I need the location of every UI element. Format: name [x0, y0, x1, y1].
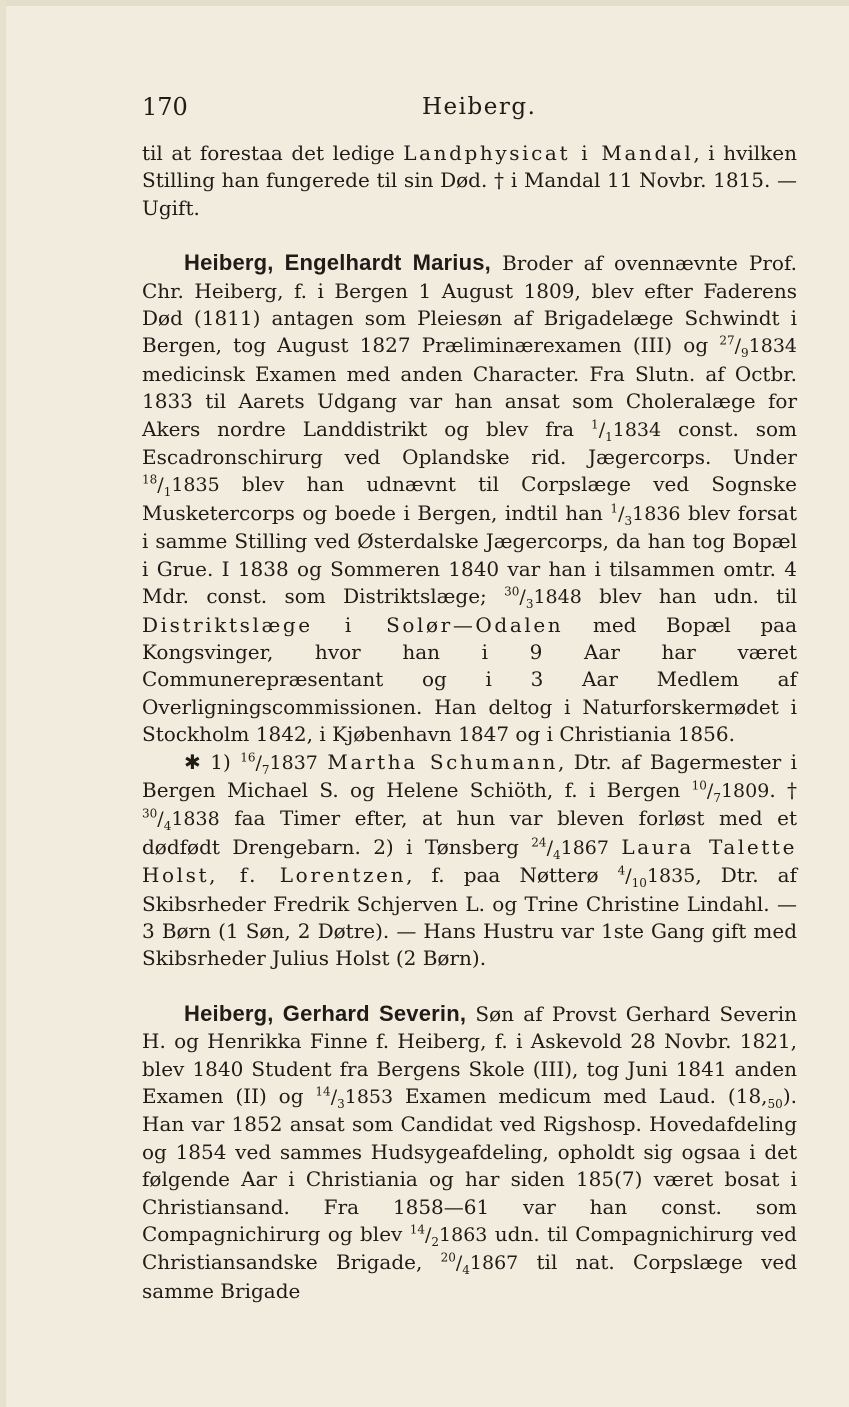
entry-text: Søn af Provst Gerhard Severin H. og Henrikka Finne f. Heiberg, f. i Askevold 28 Novbr. 1821, blev 1840 Student fra Bergens Skole (III), tog Juni 1841 anden Examen (II) og [142, 1001, 797, 1108]
grade-value [767, 1086, 783, 1111]
date-year: 1837 [269, 751, 318, 774]
date-fraction: $^{14}/_21863$ [409, 1222, 488, 1249]
date-month: 3 [337, 1096, 345, 1111]
date-month: 7 [713, 790, 721, 805]
date-day: 30 [142, 807, 158, 822]
date-fraction: $^4/_{10}1835$ [617, 863, 696, 890]
family-text: , f. paa Nøtterø [406, 863, 618, 888]
date-fraction: $^{27}/_91834$ [719, 334, 797, 361]
date-day: 18 [142, 473, 158, 488]
date-fraction: $^{10}/_71809$ [691, 778, 770, 805]
date-year: 1853 [344, 1086, 394, 1108]
date-day: 10 [691, 778, 707, 793]
date-day: 27 [719, 334, 735, 349]
entry-gerhard-severin [142, 1000, 797, 1305]
date-year: 1848 [533, 586, 582, 609]
entry-text: blev han udn. til [581, 584, 797, 609]
page-number: 170 [142, 93, 188, 121]
entry-text: blev han udnævnt til Corpslæge ved Sognske Musketercorps og boede i Bergen, indtil han [142, 472, 797, 525]
entry-position-title: Distriktslæge i Solør—Odalen [142, 612, 564, 637]
date-month: 3 [624, 513, 633, 528]
page-edge-top [0, 0, 849, 6]
date-month: 2 [431, 1234, 440, 1249]
continuation-paragraph [142, 140, 797, 222]
date-year: 1834 [612, 418, 662, 441]
family-text: . † [769, 777, 797, 802]
date-fraction: $^{16}/_71837$ [240, 750, 318, 777]
date-month: 1 [163, 485, 172, 500]
date-day: 14 [315, 1084, 331, 1099]
date-day: 20 [440, 1251, 456, 1266]
entry-text: Examen medicum med Laud. (18, [393, 1084, 768, 1108]
date-year: 1834 [748, 335, 797, 358]
running-head: Heiberg. [422, 94, 537, 120]
date-fraction: $^{18}/_11835$ [142, 473, 220, 500]
continuation-text: til at forestaa det ledige [142, 141, 404, 165]
entry-text: med Bopæl paa Kongsvinger, hvor han i 9 Aar har været Communerepræsentant og i 3 Aar Medlem af Overligningscommissionen. Han deltog i Naturforskermødet i Stockholm 1842, i Kjøbenhavn 1847 og i Christiania 1856. [142, 612, 797, 747]
entry-text: blev forsat i samme Stilling ved Østerdalske Jægercorps, da han tog Bopæl i Grue. I 1838 og Sommeren 1840 var han i tilsammen omtr. 4 Mdr. const. som Distriktslæge; [142, 500, 798, 609]
date-day: 24 [531, 835, 547, 850]
date-month: 7 [261, 762, 270, 777]
date-fraction: $^1/_11834$ [591, 417, 662, 444]
page-edge-left [0, 0, 6, 1407]
entry-text: ). Han var 1852 ansat som Candidat ved Rigshosp. Hovedafdeling og 1854 ved sammes Hudsygeafdeling, opholdt sig ogsaa i det følgende Aar i Christiania og har siden 185(7) været bosat i Christiansand. Fra 1858—61 var han const. som Compagnichirurg og blev [142, 1084, 797, 1247]
date-day: 16 [240, 750, 256, 765]
family-text: faa Timer efter, at hun var bleven forløst med et dødfødt Drengebarn. 2) i Tønsberg [142, 806, 797, 859]
date-year: 1835 [171, 474, 220, 497]
date-fraction: $^{20}/_41867$ [440, 1251, 519, 1278]
grade-subscript: 50 [767, 1096, 783, 1111]
date-month: 9 [741, 346, 749, 361]
date-month: 10 [631, 875, 647, 890]
date-year: 1838 [171, 808, 220, 831]
family-text [609, 835, 621, 859]
entry-headword: Heiberg, Engelhardt Marius, [184, 250, 491, 276]
continuation-place: Landphysicat i Mandal [403, 141, 694, 165]
entry-text: const. som Escadronschirurg ved Oplandske rid. Jægercorps. Under [142, 416, 797, 470]
date-month: 4 [462, 1263, 470, 1278]
entry-text: medicinsk Examen med anden Character. Fra Slutn. af Octbr. 1833 til Aarets Udgang var han ansat som Choleralæge for Akers nordre Landdistrikt og blev fra [142, 361, 797, 441]
date-day: 1 [591, 417, 599, 432]
date-fraction: $^{30}/_41838$ [142, 807, 220, 834]
date-day: 14 [409, 1222, 425, 1237]
family-text [318, 750, 327, 774]
date-day: 4 [617, 863, 626, 878]
family-text: , Dtr. af Bagermester i Bergen Michael S. og Helene Schiöth, f. i Bergen [142, 749, 798, 802]
date-day: 1 [610, 501, 619, 516]
entry-text: Broder af ovennævnte Prof. Chr. Heiberg, f. i Bergen 1 August 1809, blev efter Faderens Død (1811) antagen som Pleiesøn af Brigadelæge Schwindt i Bergen, tog August 1827 Præliminærexamen (III) og [142, 251, 797, 358]
date-day: 30 [504, 584, 520, 599]
spouse-name: Laura Talette Holst, f. Lorentzen [142, 834, 798, 888]
entry-text: til nat. Corpslæge ved samme Brigade [142, 1250, 798, 1303]
entry-engelhardt-family [142, 749, 797, 973]
date-month: 3 [525, 596, 534, 611]
entry-headword: Heiberg, Gerhard Severin, [184, 1000, 467, 1026]
entry-text: udn. til Compagnichirurg ved Christiansandske Brigade, [142, 1222, 797, 1275]
continuation-text: , i hvilken Stilling han fungerede til sin Død. † i Mandal 11 Novbr. 1815. — Ugift. [142, 141, 798, 220]
family-text: 1) [200, 749, 241, 774]
date-year: 1867 [469, 1252, 519, 1275]
date-year: 1867 [560, 836, 609, 859]
date-year: 1809 [720, 779, 770, 802]
date-year: 1836 [632, 502, 681, 525]
date-year: 1835 [646, 865, 696, 888]
page-header [142, 92, 802, 124]
page-body [142, 140, 797, 1305]
date-month: 4 [552, 847, 561, 862]
date-fraction: $^{30}/_31848$ [504, 584, 582, 611]
date-month: 1 [605, 429, 613, 444]
marriage-star-icon: ✱ [184, 749, 201, 774]
entry-engelhardt-marius [142, 249, 797, 748]
date-fraction: $^{14}/_31853$ [315, 1084, 394, 1111]
date-fraction: $^{24}/_41867$ [531, 835, 609, 862]
date-fraction: $^1/_31836$ [610, 501, 681, 528]
spouse-name: Martha Schumann [327, 749, 558, 774]
family-text: , Dtr. af Skibsrheder Fredrik Schjerven L. og Trine Christine Lindahl. — 3 Børn (1 Søn, 2 Døtre). — Hans Hustru var 1ste Gang gift med Skibsrheder Julius Holst (2 Børn). [142, 863, 797, 971]
date-year: 1863 [439, 1224, 488, 1247]
date-month: 4 [163, 819, 172, 834]
